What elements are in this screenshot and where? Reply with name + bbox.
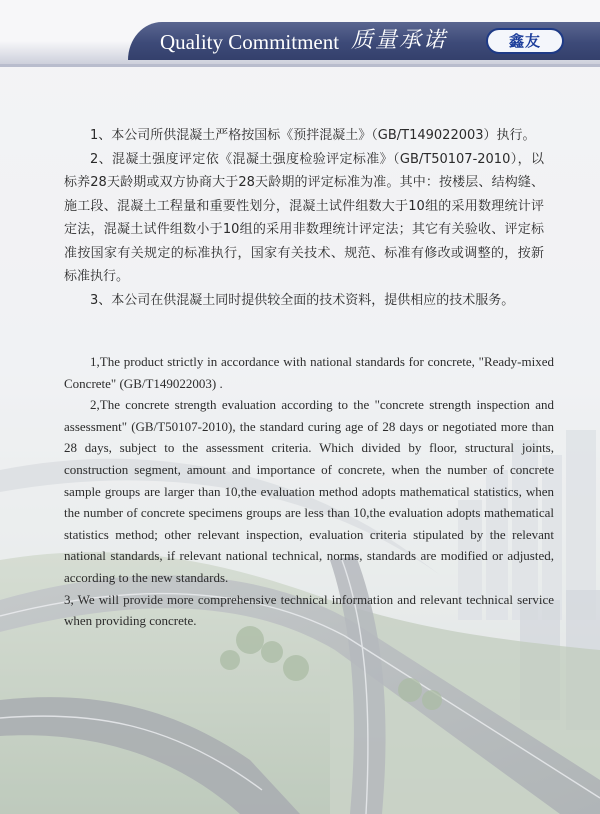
english-commitment-text	[64, 351, 554, 632]
chinese-commitment-text	[64, 124, 544, 312]
chinese-paragraph-1: 1、本公司所供混凝土严格按国标《预拌混凝土》（GB/T149022003）执行。	[90, 128, 536, 143]
english-paragraph-3: 3, We will provide more comprehensive technical information and relevant technical service when providing concrete.	[64, 591, 554, 629]
page-title-cn: 质量承诺	[351, 28, 448, 53]
chinese-paragraph-3: 3、本公司在供混凝土同时提供较全面的技术资料，提供相应的技术服务。	[90, 292, 515, 308]
brand-logo	[486, 28, 564, 54]
english-paragraph-2: 2,The concrete strength evaluation according to the "concrete strength inspection and assessment" (GB/T50107-2010), the standard curing age of 28 days or negotiated more than 28 days, subject to the assessment criteria. Which divided by floor, structural joints, construction segment, amount and importance of concrete, when the number of concrete sample groups are larger than 10,the evaluation method adopts mathematical statistics, when the number of concrete specimens groups are less than 10,the evaluation adopts mathematical statistics method; other relevant inspection, evaluation criteria stipulated by the relevant national standards, if relevant national technical, norms, standards are modified or adjusted, according to the new standards.	[64, 397, 554, 585]
page-title-en: Quality Commitment	[160, 30, 340, 54]
header-stripe	[0, 64, 600, 67]
english-paragraph-1: 1,The product strictly in accordance with national standards for concrete, "Ready-mixed Concrete" (GB/T149022003) .	[64, 354, 554, 391]
chinese-paragraph-2: 2、混凝土强度评定依《混凝土强度检验评定标准》（GB/T50107-2010），以标养28天龄期或双方协商大于28天龄期的评定标准为准。其中：按楼层、结构缝、施工段、混凝土工程量和重要性划分，混凝土试件组数大于10组的采用数理统计评定法，混凝土试件组数小于10组的采用非数理统计评定法；其它有关验收、评定标准按国家有关规定的标准执行，国家有关技术、规范、标准有修改或调整的，按新标准执行。	[64, 151, 544, 284]
brand-logo-text: 鑫友	[508, 32, 541, 50]
